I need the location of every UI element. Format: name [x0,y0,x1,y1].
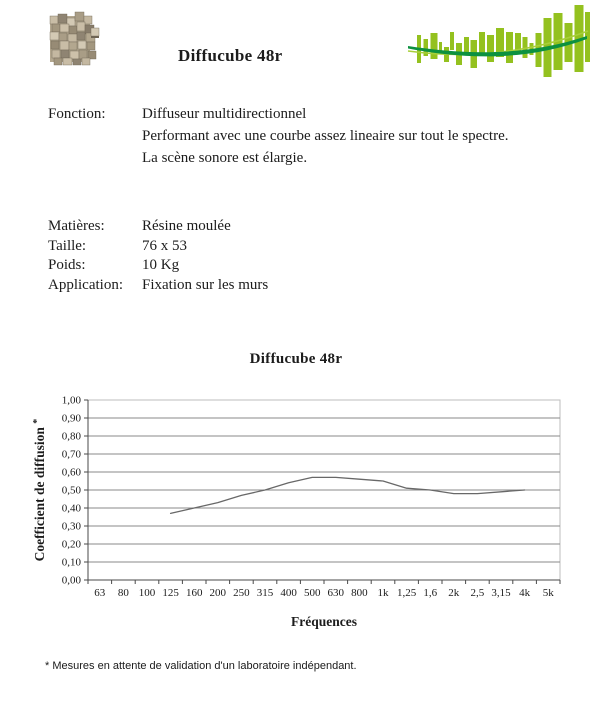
equalizer-swoosh-graphic [404,4,590,78]
svg-text:0,70: 0,70 [61,448,81,461]
svg-text:3,15: 3,15 [491,587,511,599]
page-title: Diffucube 48r [178,46,283,65]
spec-value: 76 x 53 [142,237,187,254]
svg-text:0,90: 0,90 [61,412,81,425]
svg-text:4k: 4k [519,587,531,599]
svg-text:200: 200 [209,587,227,599]
fonction-line: Performant avec une courbe assez lineaire sur tout le spectre. [142,128,509,144]
svg-text:1,25: 1,25 [396,587,417,599]
svg-text:2k: 2k [448,587,460,599]
svg-text:100: 100 [138,587,156,599]
svg-text:125: 125 [162,587,179,599]
spec-label: Application: [48,276,123,293]
svg-text:63: 63 [94,587,106,599]
diffusion-chart-canvas [28,384,592,644]
footnote: * Mesures en attente de validation d'un laboratoire indépendant. [45,660,357,672]
fonction-line: Diffuseur multidirectionnel [142,106,307,122]
svg-text:5k: 5k [542,587,554,599]
spec-label: Matières: [48,218,105,234]
svg-text:1,6: 1,6 [423,587,438,599]
fonction-section [48,103,568,169]
svg-text:0,80: 0,80 [61,430,81,443]
svg-text:Coefficient de diffusion *: Coefficient de diffusion * [32,418,47,562]
svg-text:250: 250 [233,587,250,599]
svg-text:315: 315 [256,587,274,599]
svg-text:0,20: 0,20 [61,538,81,551]
spec-label: Poids: [48,257,86,273]
fonction-label: Fonction: [48,106,106,122]
spec-value: Résine moulée [142,218,231,234]
svg-text:1,00: 1,00 [61,394,81,407]
specs-section [48,217,568,295]
spec-value: Fixation sur les murs [142,276,269,293]
diffusion-chart [28,384,592,644]
spec-value: 10 Kg [142,257,180,273]
svg-text:400: 400 [280,587,297,599]
svg-text:0,50: 0,50 [61,484,81,497]
svg-text:500: 500 [303,587,321,599]
chart-title: Diffucube 48r [249,351,343,367]
svg-text:0,00: 0,00 [61,574,81,587]
svg-text:1k: 1k [377,587,389,599]
svg-text:80: 80 [117,587,129,599]
svg-text:800: 800 [351,587,368,599]
svg-text:0,60: 0,60 [61,466,81,479]
fonction-line: La scène sonore est élargie. [142,150,308,166]
svg-text:630: 630 [327,587,345,599]
svg-text:0,10: 0,10 [61,556,81,569]
svg-text:Fréquences: Fréquences [291,614,357,629]
spec-label: Taille: [48,237,87,254]
svg-text:160: 160 [185,587,203,599]
svg-text:0,30: 0,30 [61,520,81,533]
svg-text:0,40: 0,40 [61,502,81,515]
product-photo-diffuser-cubes [44,6,102,68]
svg-text:2,5: 2,5 [470,587,485,599]
